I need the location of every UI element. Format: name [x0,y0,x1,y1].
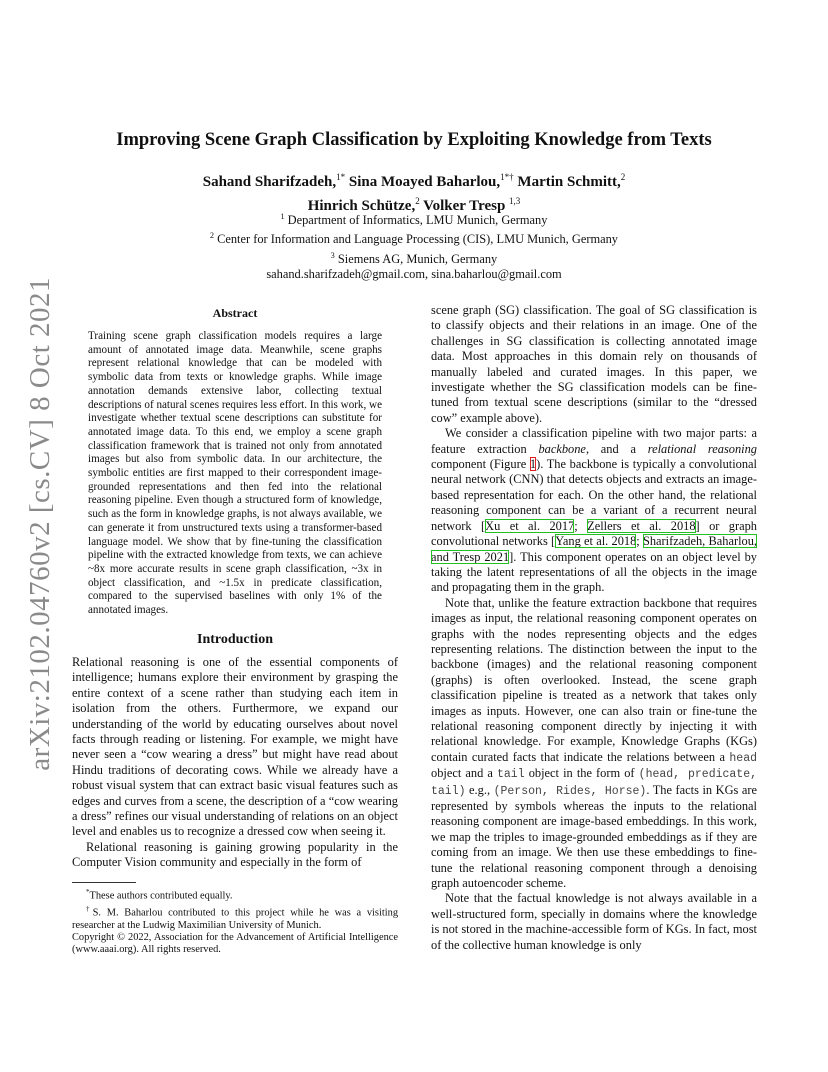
footnote-rule [72,882,136,883]
text-run: object and a [431,766,497,781]
copyright-notice: Copyright © 2022, Association for the Advancement of Artificial Intelligence (www.aaai.org). All rights reserved. [72,931,398,956]
introduction-heading: Introduction [197,632,273,647]
author-affil-mark: 1,3 [509,196,521,206]
figure-reference-link[interactable]: 1 [529,457,537,472]
footnote-1 [72,886,398,903]
footnote-mark: * [86,888,90,896]
text-run: ; [636,534,643,549]
text-run: . The facts in KGs are represented by symbols whereas the inputs to the relational reasoning component are image-based embeddings. In this work, we map the triples to image-grounded embeddings as if they are coming from an image. We then use these embeddings to fine-tune the relational reasoning component through a denoising graph autoencoder scheme. [431,782,758,891]
author-line-1 [0,168,828,192]
text-run: ; [574,518,588,533]
arxiv-id: arXiv:2102.04760v2 [cs.CV] 8 Oct 2021 [23,277,56,771]
text-run: Note that, unlike the feature extraction backbone that requires images as input, the relational reasoning component operates on graphs with the nodes representing objects and the edges representing relations. The distinction between the input to the backbone (images) and the relational reasoning component (graphs) is often overlooked. Instead, the scene graph classification pipeline is treated as a network that takes only images as inputs. However, one can also train or fine-tune the relational reasoning component directly by injecting it with relational knowledge. For example, Knowledge Graphs (KGs) contain curated facts that indicate the relations between a [431,595,757,764]
affiliation-line [0,209,828,228]
code-term: head [729,751,757,765]
intro-paragraph-1: Relational reasoning is one of the essential components of intelligence; humans explore their environment by grasping the entire context of a scene rather than studying each item in isolation from the others. Furthermore, we expand our understanding of the world by educating ourselves about novel facts through reading or listening. For example, we might have never seen a “cow wearing a dress” but might have read about Hindu traditions of decorating cows. While we already have a robust visual system that can extract basic visual features such as edges and curves from a scene, the description of a “cow wearing a dress” refines our visual understanding of relations on an object level and enables us to recognize a dressed cow when seeing it. [72,655,398,839]
text-run: component (Figure [431,457,530,472]
right-paragraph-4: Note that the factual knowledge is not always available in a well-structured form, specially in domains where the knowledge is not stored in the machine-accessible form of KGs. In fact, most of the collective human knowledge is only [431,891,757,952]
right-column [431,303,757,953]
affiliation-line [0,228,828,247]
code-term: (head, predicate, tail) [431,768,757,798]
abstract-heading: Abstract [212,306,258,320]
right-paragraph-3 [431,596,757,892]
introduction-body [72,655,398,871]
citation-link[interactable]: Sharifzadeh, Baharlou, and Tresp 2021 [431,534,757,564]
footnote-mark: † [86,904,93,913]
author-affil-mark: 1* [336,172,346,182]
text-run: ] or graph convolutional networks [ [431,518,758,549]
paper-title: Improving Scene Graph Classification by Exploiting Knowledge from Texts [116,130,712,150]
author-name: Hinrich Schütze, [307,198,416,214]
intro-paragraph-2: Relational reasoning is gaining growing popularity in the Computer Vision community and especially in the form of [72,839,398,870]
text-run: ]. This component operates on an object level by taking the latent representations of all the objects in the image and propagating them in the graph. [431,549,757,595]
arxiv-sidebar-stamp [18,277,62,771]
code-term: tail [496,768,525,782]
author-name: Martin Schmitt, [513,174,621,190]
affiliations [0,209,828,282]
author-affil-mark: 2 [415,196,420,206]
author-emails [0,267,828,282]
citation-link[interactable]: Yang et al. 2018 [555,534,637,549]
author-name: Sina Moayed Baharlou, [345,174,501,190]
affil-mark: 2 [210,231,214,241]
affil-text: Center for Information and Language Processing (CIS), LMU Munich, Germany [214,232,618,247]
term-relational-reasoning: relational reasoning [647,441,757,456]
affil-mark: 3 [330,250,335,260]
citation-link[interactable]: Zellers et al. 2018 [587,518,696,533]
author-name: Volker Tresp [419,198,510,214]
footnotes [72,886,398,956]
right-paragraph-2 [431,426,757,595]
affil-mark: 1 [280,212,285,221]
text-run: e.g., [465,782,494,797]
text-run: ). The backbone is typically a convolutional neural network (CNN) that detects objects and extracts an image-based representation for each. On the other hand, the relational reasoning component can be a variant of a recurrent neural network [ [431,457,757,533]
right-paragraph-1: scene graph (SG) classification. The goal of SG classification is to classify objects and their relations in an image. One of the challenges in SG classification is collecting annotated image data. Most approaches in this domain rely on thousands of manually labeled and curated images. In this paper, we investigate whether the SG classification models can be fine-tuned from textual scene descriptions (similar to the “dressed cow” example above). [431,303,757,425]
email-text: sahand.sharifzadeh@gmail.com, sina.baharlou@gmail.com [266,266,562,281]
affil-text: Department of Informatics, LMU Munich, Germany [284,213,548,228]
affiliation-line [0,248,828,267]
abstract-text: Training scene graph classification models requires a large amount of annotated image data. Meanwhile, scene graphs represent relational knowledge that can be modeled with symbolic data from texts or knowledge graphs. While image annotation demands extensive labor, collecting textual descriptions of natural scenes requires less effort. In this work, we investigate whether textual scene descriptions can substitute for annotated image data. To this end, we employ a scene graph classification framework that is trained not only from annotated images but also from symbolic data. In our architecture, the symbolic entities are first mapped to their correspondent image-grounded representations and then fed into the relational reasoning pipeline. Even though a structured form of knowledge, such as the form in knowledge graphs, is not always available, we can generate it from unstructured texts using a transformer-based language model. We show that by fine-tuning the classification pipeline with the extracted knowledge from texts, we can achieve ~8x more accurate results in scene graph classification, ~3x in object classification, and ~1.5x in predicate classification, compared to the supervised baselines with only 1% of the annotated images. [88,330,382,617]
affil-text: Siemens AG, Munich, Germany [334,251,498,266]
text-run: object in the form of [524,766,639,781]
citation-link[interactable]: Xu et al. 2017 [485,518,575,533]
author-affil-mark: 2 [620,172,626,182]
code-term: (Person, Rides, Horse) [493,784,647,798]
footnote-2 [72,903,398,932]
term-backbone: backbone [538,441,586,456]
text-run: We consider a classification pipeline with two major parts: a feature extraction [431,426,757,456]
author-affil-mark: 1*† [500,172,514,182]
footnote-text: S. M. Baharlou contributed to this project while he was a visiting researcher at the Ludwig Maximilian University of Munich. [72,907,399,931]
author-name: Sahand Sharifzadeh, [202,174,337,190]
footnote-text: These authors contributed equally. [89,890,233,902]
text-run: , and a [585,441,648,456]
